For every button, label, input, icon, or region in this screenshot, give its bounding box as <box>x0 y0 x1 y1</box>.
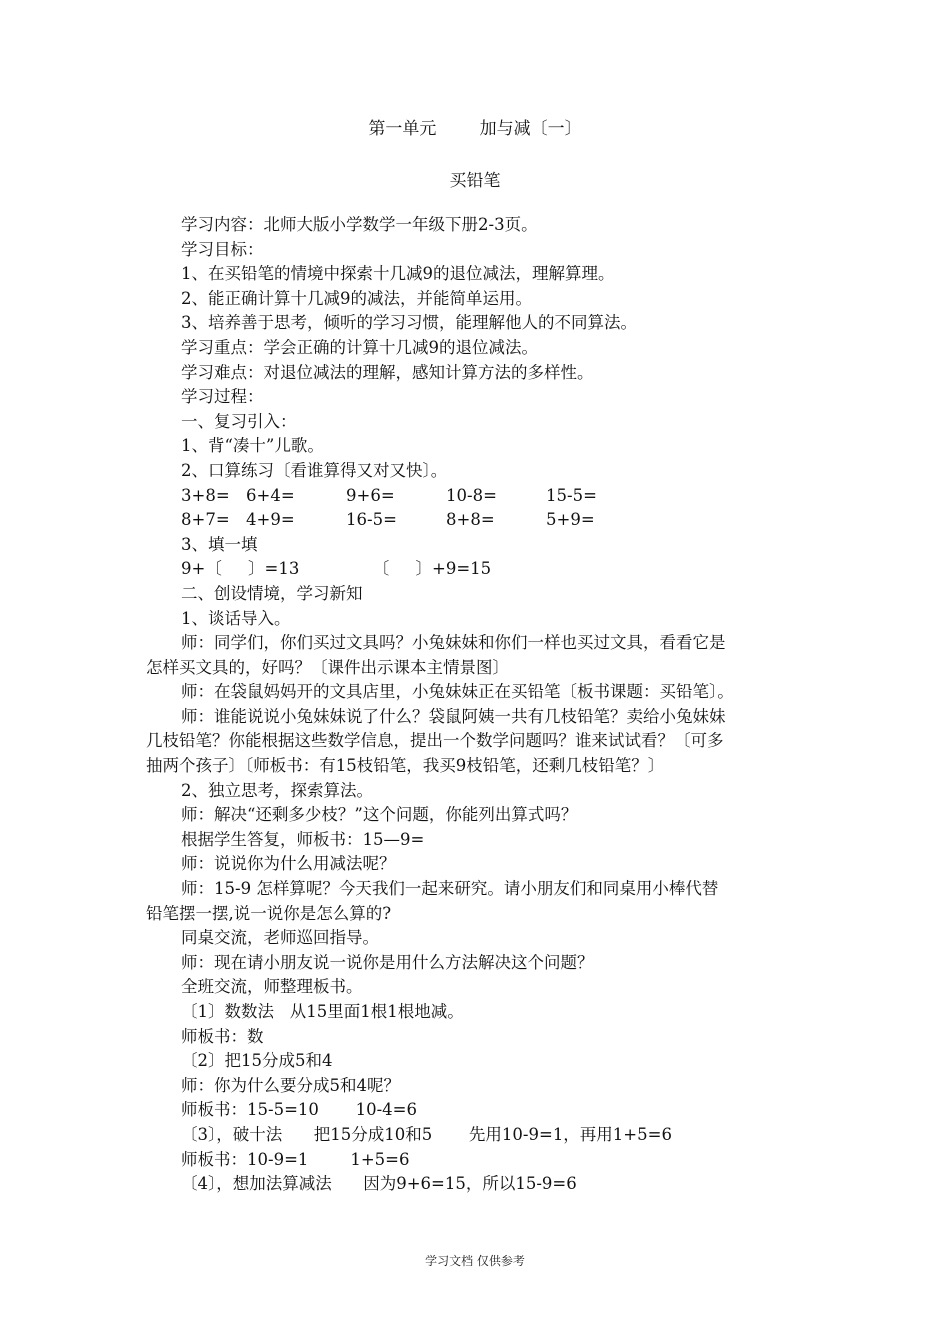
paragraph-line: 师：解决“还剩多少枝？”这个问题，你能列出算式吗？ <box>181 805 578 825</box>
learning-content: 学习内容：北师大版小学数学一年级下册2-3页。 <box>181 215 538 234</box>
fill-in-exercise: 9+〔 〕=13 〔 〕+9=15 <box>181 559 492 579</box>
exercise: 8+7= <box>181 510 230 530</box>
goal-1: 1、在买铅笔的情境中探索十几减9的退位减法，理解算理。 <box>181 264 615 284</box>
paragraph-line: 怎样买文具的，好吗？〔课件出示课本主情景图〕 <box>146 657 509 677</box>
method-2: 〔2〕把15分成5和4 <box>181 1051 333 1071</box>
step-2-2: 2、独立思考，探索算法。 <box>181 780 373 800</box>
paragraph-line: 师：同学们，你们买过文具吗？小兔妹妹和你们一样也买过文具，看看它是 <box>181 633 726 653</box>
paragraph-line: 师：你为什么要分成5和4呢？ <box>181 1075 400 1095</box>
method-3: 〔3〕，破十法 把15分成10和5 先用10-9=1，再用1+5=6 <box>181 1124 672 1144</box>
paragraph-line: 铅笔摆一摆,说一说你是怎么算的? <box>146 903 392 923</box>
paragraph-line: 根据学生答复，师板书：15—9= <box>181 829 425 849</box>
section-2-heading: 二、创设情境，学习新知 <box>181 583 363 603</box>
paragraph-line: 师：在袋鼠妈妈开的文具店里，小兔妹妹正在买铅笔〔板书课题：买铅笔〕。 <box>181 682 734 702</box>
step-2-1: 1、谈话导入。 <box>181 608 291 628</box>
paragraph-line: 师：说说你为什么用减法呢？ <box>181 854 396 874</box>
method-4: 〔4〕，想加法算减法 因为9+6=15，所以15-9=6 <box>181 1174 577 1194</box>
paragraph-line: 师板书：数 <box>181 1026 264 1046</box>
paragraph-line: 师：15-9 怎样算呢？今天我们一起来研究。请小朋友们和同桌用小棒代替 <box>181 879 719 899</box>
exercise: 16-5= <box>346 510 397 530</box>
exercise: 9+6= <box>346 485 395 505</box>
exercise: 4+9= <box>246 510 295 530</box>
method-1: 〔1〕数数法 从15里面1根1根地减。 <box>181 1002 464 1021</box>
step-1-1: 1、背“凑十”儿歌。 <box>181 436 324 456</box>
goal-2: 2、能正确计算十几减9的减法，并能简单运用。 <box>181 288 532 308</box>
page-footer: 学习文档 仅供参考 <box>425 1254 525 1268</box>
exercise: 6+4= <box>246 485 295 505</box>
paragraph-line: 师：谁能说说小兔妹妹说了什么？袋鼠阿姨一共有几枝铅笔？卖给小兔妹妹 <box>181 706 726 726</box>
exercise: 3+8= <box>181 485 230 505</box>
paragraph-line: 全班交流，师整理板书。 <box>181 977 363 997</box>
paragraph-line: 师板书：15-5=10 10-4=6 <box>181 1100 417 1120</box>
paragraph-line: 师板书：10-9=1 1+5=6 <box>181 1149 410 1169</box>
process-heading: 学习过程： <box>181 387 264 407</box>
goal-3: 3、培养善于思考，倾听的学习习惯，能理解他人的不同算法。 <box>181 313 637 333</box>
section-1-heading: 一、复习引入： <box>181 411 297 431</box>
step-1-3: 3、填一填 <box>181 534 258 554</box>
paragraph-line: 师：现在请小朋友说一说你是用什么方法解决这个问题？ <box>181 952 594 972</box>
exercise: 8+8= <box>446 510 495 530</box>
mental-math-row-1 <box>146 484 826 509</box>
exercise: 5+9= <box>546 510 595 530</box>
key-point: 学习重点：学会正确的计算十几减9的退位减法。 <box>181 337 538 357</box>
step-1-2: 2、口算练习〔看谁算得又对又快〕。 <box>181 460 448 480</box>
difficult-point: 学习难点：对退位减法的理解，感知计算方法的多样性。 <box>181 362 594 382</box>
exercise: 15-5= <box>546 485 597 505</box>
lesson-title: 买铅笔 <box>449 171 501 191</box>
mental-math-row-2 <box>146 508 826 533</box>
lesson-body <box>146 213 826 1197</box>
paragraph-line: 几枝铅笔？你能根据这些数学信息，提出一个数学问题吗？谁来试试看？〔可多 <box>146 731 724 751</box>
paragraph-line: 抽两个孩子〕〔师板书：有15枝铅笔，我买9枝铅笔，还剩几枝铅笔？〕 <box>146 756 665 776</box>
learning-goals-heading: 学习目标： <box>181 239 264 259</box>
exercise: 10-8= <box>446 485 497 505</box>
paragraph-line: 同桌交流，老师巡回指导。 <box>181 928 379 948</box>
unit-title: 第一单元 加与减〔一〕 <box>368 119 582 139</box>
